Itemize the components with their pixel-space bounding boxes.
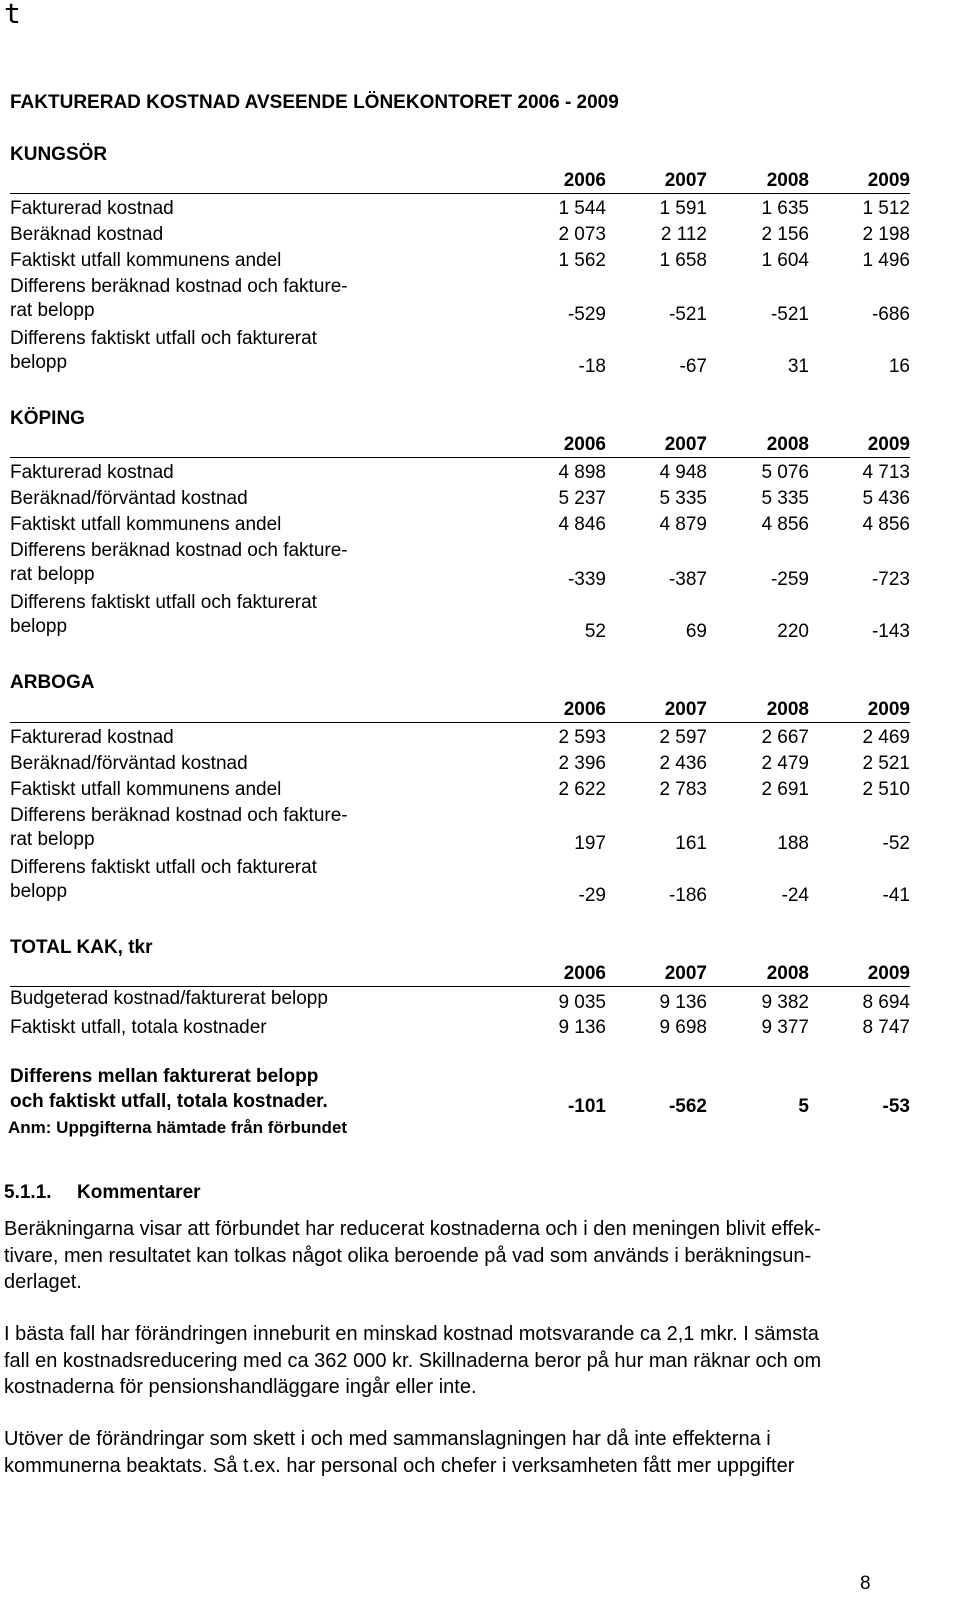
year-2009: 2009 bbox=[867, 170, 910, 191]
row-label-line1: Differens beräknad kostnad och fakture- bbox=[10, 276, 348, 297]
cell-2007: 2 436 bbox=[659, 753, 707, 774]
table-row bbox=[0, 486, 910, 512]
cell-2006: 9 136 bbox=[558, 1017, 606, 1038]
cell-2008: 5 076 bbox=[761, 462, 809, 483]
row-label-line2: rat belopp bbox=[10, 829, 95, 850]
cell-2007: 161 bbox=[675, 833, 707, 854]
table-row bbox=[0, 590, 910, 644]
source-note: Anm: Uppgifterna hämtade från förbundet bbox=[8, 1118, 348, 1137]
cell-2008: 2 479 bbox=[761, 753, 809, 774]
row-label-line1: Differens faktiskt utfall och fakturerat bbox=[10, 857, 317, 878]
cell-2007: 4 879 bbox=[659, 514, 707, 535]
row-label-line1: Differens faktiskt utfall och fakturerat bbox=[10, 328, 317, 349]
year-2007: 2007 bbox=[664, 434, 707, 455]
year-2008: 2008 bbox=[766, 434, 809, 455]
diff-2007: -562 bbox=[668, 1096, 707, 1117]
row-label-line1: Differens beräknad kostnad och fakture- bbox=[10, 540, 348, 561]
cell-2006: 4 898 bbox=[558, 462, 606, 483]
paragraph-2 bbox=[4, 1321, 934, 1401]
cell-2008: -24 bbox=[781, 885, 809, 906]
cell-2007: 1 591 bbox=[659, 198, 707, 219]
year-2009: 2009 bbox=[867, 699, 910, 720]
year-2007: 2007 bbox=[664, 699, 707, 720]
cell-2009: 8 694 bbox=[862, 992, 910, 1013]
cell-2006: -529 bbox=[567, 304, 606, 325]
page-number: 8 bbox=[860, 1573, 871, 1594]
row-label: Beräknad kostnad bbox=[10, 224, 164, 245]
paragraph-line: fall en kostnadsreducering med ca 362 000 kr. Skillnaderna beror på hur man räknar och om bbox=[4, 1349, 822, 1372]
cell-2008: 1 635 bbox=[761, 198, 809, 219]
cell-2009: 8 747 bbox=[862, 1017, 910, 1038]
table-row bbox=[0, 274, 910, 328]
document-title: FAKTURERAD KOSTNAD AVSEENDE LÖNEKONTORET 2006 - 2009 bbox=[10, 92, 619, 113]
year-2008: 2008 bbox=[766, 699, 809, 720]
cell-2009: 2 521 bbox=[862, 753, 910, 774]
row-label: Beräknad/förväntad kostnad bbox=[10, 488, 248, 509]
cell-2006: 2 622 bbox=[558, 779, 606, 800]
year-header-total bbox=[0, 961, 910, 987]
paragraph-1 bbox=[4, 1216, 934, 1296]
year-header-arboga bbox=[0, 697, 910, 723]
cell-2009: 16 bbox=[888, 356, 910, 377]
cell-2009: -52 bbox=[882, 833, 910, 854]
row-label-line2: rat belopp bbox=[10, 300, 95, 321]
cell-2007: 69 bbox=[685, 621, 707, 642]
subsection-heading bbox=[4, 1180, 201, 1206]
year-header-koping bbox=[0, 432, 910, 458]
cell-2006: 1 562 bbox=[558, 250, 606, 271]
section-title-koping: KÖPING bbox=[10, 408, 85, 429]
year-2006: 2006 bbox=[563, 963, 606, 984]
cell-2007: -186 bbox=[668, 885, 707, 906]
cell-2008: 220 bbox=[777, 621, 809, 642]
cell-2008: 1 604 bbox=[761, 250, 809, 271]
cell-2008: 9 377 bbox=[761, 1017, 809, 1038]
paragraph-line: derlaget. bbox=[4, 1271, 82, 1293]
cell-2006: -18 bbox=[578, 356, 606, 377]
cell-2007: 9 698 bbox=[659, 1017, 707, 1038]
cell-2007: -521 bbox=[668, 304, 707, 325]
cell-2006: -29 bbox=[578, 885, 606, 906]
cell-2006: 5 237 bbox=[558, 488, 606, 509]
cell-2007: 2 783 bbox=[659, 779, 707, 800]
row-label: Faktiskt utfall, totala kostnader bbox=[10, 1017, 267, 1038]
diff-2009: -53 bbox=[882, 1096, 910, 1117]
cell-2006: -339 bbox=[567, 569, 606, 590]
row-label: Fakturerad kostnad bbox=[10, 462, 174, 483]
row-label: Fakturerad kostnad bbox=[10, 727, 174, 748]
paragraph-line: kostnaderna för pensionshandläggare ingår eller inte. bbox=[4, 1376, 477, 1398]
cell-2008: 2 691 bbox=[761, 779, 809, 800]
cell-2006: 52 bbox=[584, 621, 606, 642]
cell-2009: 5 436 bbox=[862, 488, 910, 509]
diff-2006: -101 bbox=[567, 1096, 606, 1117]
row-label: Fakturerad kostnad bbox=[10, 198, 174, 219]
section-title-total: TOTAL KAK, tkr bbox=[10, 937, 153, 958]
cell-2009: 4 856 bbox=[862, 514, 910, 535]
table-row bbox=[0, 538, 910, 592]
paragraph-3 bbox=[4, 1426, 934, 1479]
diff-2008: 5 bbox=[798, 1096, 809, 1117]
cell-2008: 4 856 bbox=[761, 514, 809, 535]
table-row bbox=[0, 1015, 910, 1043]
year-2009: 2009 bbox=[867, 434, 910, 455]
row-label: Faktiskt utfall kommunens andel bbox=[10, 779, 282, 800]
table-row bbox=[0, 222, 910, 248]
row-label: Budgeterad kostnad/fakturerat belopp bbox=[10, 988, 328, 1009]
row-label-line2: rat belopp bbox=[10, 564, 95, 585]
year-2008: 2008 bbox=[766, 170, 809, 191]
year-header-kungsor bbox=[0, 168, 910, 194]
table-row bbox=[0, 725, 910, 751]
row-label-line2: belopp bbox=[10, 881, 68, 902]
year-2009: 2009 bbox=[867, 963, 910, 984]
table-row bbox=[0, 326, 910, 380]
cell-2006: 4 846 bbox=[558, 514, 606, 535]
table-row bbox=[0, 988, 910, 1016]
year-2006: 2006 bbox=[563, 434, 606, 455]
cell-2007: -387 bbox=[668, 569, 707, 590]
cell-2009: -41 bbox=[882, 885, 910, 906]
row-label-line2: belopp bbox=[10, 352, 68, 373]
table-row bbox=[0, 751, 910, 777]
row-label: Faktiskt utfall kommunens andel bbox=[10, 514, 282, 535]
cell-2006: 9 035 bbox=[558, 992, 606, 1013]
paragraph-line: tivare, men resultatet kan tolkas något olika beroende på vad som används i beräkningsun- bbox=[4, 1244, 812, 1267]
cell-2006: 2 396 bbox=[558, 753, 606, 774]
cell-2007: -67 bbox=[679, 356, 707, 377]
cell-2009: 4 713 bbox=[862, 462, 910, 483]
cell-2007: 1 658 bbox=[659, 250, 707, 271]
section-title-kungsor: KUNGSÖR bbox=[10, 144, 108, 165]
cell-2008: 5 335 bbox=[761, 488, 809, 509]
table-row bbox=[0, 777, 910, 803]
row-label-line1: Differens faktiskt utfall och fakturerat bbox=[10, 592, 317, 613]
year-2006: 2006 bbox=[563, 170, 606, 191]
cell-2009: -143 bbox=[871, 621, 910, 642]
year-2007: 2007 bbox=[664, 963, 707, 984]
cell-2007: 2 112 bbox=[660, 224, 707, 245]
cell-2009: 2 510 bbox=[862, 779, 910, 800]
row-label-line1: Differens beräknad kostnad och fakture- bbox=[10, 805, 348, 826]
cell-2008: 31 bbox=[787, 356, 809, 377]
subsection-title: Kommentarer bbox=[77, 1182, 201, 1203]
year-2006: 2006 bbox=[563, 699, 606, 720]
diff-label-line2: och faktiskt utfall, totala kostnader. bbox=[10, 1091, 328, 1112]
cell-2008: -259 bbox=[770, 569, 809, 590]
paragraph-line: kommunerna beaktats. Så t.ex. har personal och chefer i verksamheten fått mer uppgifter bbox=[4, 1454, 795, 1477]
total-difference-row bbox=[0, 1064, 910, 1144]
cell-2007: 4 948 bbox=[659, 462, 707, 483]
cell-2009: 1 512 bbox=[862, 198, 910, 219]
cell-2008: 188 bbox=[777, 833, 809, 854]
cell-2006: 2 073 bbox=[558, 224, 606, 245]
cell-2009: 2 198 bbox=[862, 224, 910, 245]
paragraph-line: Beräkningarna visar att förbundet har reducerat kostnaderna och i den meningen blivit effek- bbox=[4, 1218, 821, 1240]
cell-2006: 197 bbox=[574, 833, 606, 854]
table-row bbox=[0, 803, 910, 857]
paragraph-line: Utöver de förändringar som skett i och med sammanslagningen har då inte effekterna i bbox=[4, 1428, 771, 1450]
cell-2008: 9 382 bbox=[761, 992, 809, 1013]
row-label: Beräknad/förväntad kostnad bbox=[10, 753, 248, 774]
row-label: Faktiskt utfall kommunens andel bbox=[10, 250, 282, 271]
cell-2008: -521 bbox=[770, 304, 809, 325]
cell-2008: 2 156 bbox=[761, 224, 809, 245]
table-row bbox=[0, 248, 910, 274]
section-title-arboga: ARBOGA bbox=[10, 672, 95, 693]
subsection-number: 5.1.1. bbox=[4, 1182, 52, 1203]
table-row bbox=[0, 196, 910, 222]
cell-2008: 2 667 bbox=[761, 727, 809, 748]
cell-2009: -723 bbox=[871, 569, 910, 590]
cell-2007: 5 335 bbox=[659, 488, 707, 509]
table-row bbox=[0, 512, 910, 538]
year-2008: 2008 bbox=[766, 963, 809, 984]
table-row bbox=[0, 855, 910, 909]
table-row bbox=[0, 460, 910, 486]
cell-2007: 2 597 bbox=[659, 727, 707, 748]
cell-2009: 1 496 bbox=[862, 250, 910, 271]
year-2007: 2007 bbox=[664, 170, 707, 191]
corner-character: t bbox=[4, 0, 21, 30]
cell-2009: -686 bbox=[871, 304, 910, 325]
cell-2006: 2 593 bbox=[558, 727, 606, 748]
row-label-line2: belopp bbox=[10, 616, 68, 637]
paragraph-line: I bästa fall har förändringen inneburit en minskad kostnad motsvarande ca 2,1 mkr. I sämsta bbox=[4, 1323, 819, 1345]
cell-2006: 1 544 bbox=[558, 198, 606, 219]
diff-label-line1: Differens mellan fakturerat belopp bbox=[10, 1066, 319, 1087]
cell-2007: 9 136 bbox=[659, 992, 707, 1013]
cell-2009: 2 469 bbox=[862, 727, 910, 748]
